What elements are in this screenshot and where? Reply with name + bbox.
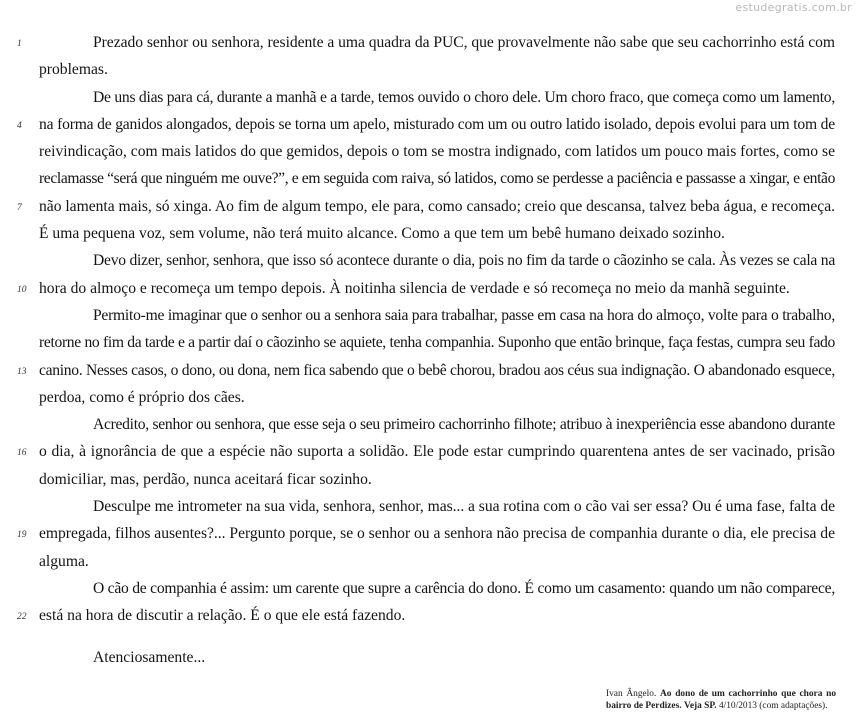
text-line xyxy=(39,84,835,111)
line-text: o dia, à ignorância de que a espécie não suporta a solidão. Ele pode estar cumprindo quarentena antes de ser vacinado, prisão xyxy=(39,443,835,461)
line-text: empregada, filhos ausentes?... Pergunto porque, se o senhor ou a senhora não precisa de companhia durante o dia, ele precisa de xyxy=(39,525,835,543)
text-line xyxy=(17,602,835,629)
text-line xyxy=(17,111,835,138)
line-text: O cão de companhia é assim: um carente que supre a carência do dono. É como um casamento: quando um não comparece, xyxy=(93,579,835,597)
text-line xyxy=(39,302,835,329)
closing-salutation: Atenciosamente... xyxy=(93,649,206,666)
line-number: 1 xyxy=(17,39,22,49)
text-line xyxy=(39,411,835,438)
line-number: 13 xyxy=(17,366,27,377)
line-text: não lamenta mais, só xinga. Ao fim de algum tempo, ele para, como cansado; creio que descansa, talvez beba água, e recomeça. xyxy=(39,197,835,215)
text-line xyxy=(39,329,835,356)
line-text: De uns dias para cá, durante a manhã e a tarde, temos ouvido o choro dele. Um choro fraco, que começa como um lamento, xyxy=(93,88,836,106)
text-line xyxy=(17,29,835,56)
text-line xyxy=(39,384,835,411)
line-text: Desculpe me intrometer na sua vida, senhora, senhor, mas... a sua rotina com o cão vai ser essa? Ou é uma fase, falta de xyxy=(93,498,835,516)
line-text: está na hora de discutir a relação. É o que ele está fazendo. xyxy=(39,607,406,625)
text-line xyxy=(39,247,835,274)
line-text: retorne no fim da tarde e a partir daí o cãozinho se aquiete, tenha companhia. Suponho que então brinque, faça festas, cumpra seu fado xyxy=(39,334,835,352)
letter-body xyxy=(17,29,836,630)
line-number: 7 xyxy=(17,202,22,213)
line-text: hora do almoço e recomeça um tempo depois. À noitinha silencia de verdade e só recomeça no meio da manhã seguinte. xyxy=(39,279,790,297)
citation xyxy=(606,688,836,712)
text-line xyxy=(39,220,835,247)
text-line xyxy=(17,520,835,547)
line-text: É uma pequena voz, sem volume, não terá muito alcance. Como a que tem um bebê humano deixado sozinho. xyxy=(39,225,725,243)
line-number: 10 xyxy=(17,284,27,295)
line-text: canino. Nesses casos, o dono, ou dona, nem fica sabendo que o bebê chorou, bradou aos céus sua indignação. O abandonado esquece, xyxy=(39,361,835,379)
text-line xyxy=(39,56,835,83)
text-line xyxy=(39,493,835,520)
citation-author: Ivan Ângelo. xyxy=(606,689,657,699)
text-line xyxy=(39,466,835,493)
text-line xyxy=(17,357,835,384)
line-text: Permito-me imaginar que o senhor ou a senhora saia para trabalhar, passe em casa na hora do almoço, volte para o trabalho, xyxy=(93,306,835,324)
line-number: 19 xyxy=(17,530,27,541)
citation-title: Ao dono de um cachorrinho que chora no bairro de Perdizes. xyxy=(606,689,837,711)
line-text: reivindicação, com mais latidos do que gemidos, depois o tom se mostra indignado, com latidos um pouco mais fortes, como se xyxy=(39,143,835,161)
line-number: 22 xyxy=(17,612,27,623)
text-line xyxy=(39,138,835,165)
line-text: na forma de ganidos alongados, depois se torna um apelo, misturado com um ou outro latido isolado, depois evolui para um tom de xyxy=(39,115,835,133)
line-text: problemas. xyxy=(39,61,108,79)
line-text: Devo dizer, senhor, senhora, que isso só acontece durante o dia, pois no fim da tarde o cãozinho se cala. Às vezes se cala na xyxy=(93,252,835,270)
citation-details: 4/10/2013 (com adaptações). xyxy=(718,701,828,711)
line-number: 4 xyxy=(17,120,22,131)
text-line xyxy=(17,193,835,220)
line-text: domiciliar, mas, perdão, nunca aceitará ficar sozinho. xyxy=(39,470,372,488)
line-text: Prezado senhor ou senhora, residente a uma quadra da PUC, que provavelmente não sabe que seu cachorrinho está com xyxy=(93,34,835,51)
text-line xyxy=(17,438,835,465)
line-text: perdoa, como é próprio dos cães. xyxy=(39,388,245,406)
citation-source: Veja SP. xyxy=(683,701,717,711)
line-text: Acredito, senhor ou senhora, que esse seja o seu primeiro cachorrinho filhote; atribuo à inexperiência esse abandono durante xyxy=(93,416,835,434)
line-number: 16 xyxy=(17,448,27,459)
text-line xyxy=(17,275,835,302)
text-line xyxy=(39,548,835,575)
text-line xyxy=(39,575,835,602)
line-text: reclamasse “será que ninguém me ouve?”, e em seguida com raiva, só latidos, como se perdesse a paciência e passasse a xingar, e então xyxy=(39,170,835,188)
line-text: alguma. xyxy=(39,552,89,570)
watermark: estudegratis.com.br xyxy=(735,1,852,14)
text-line xyxy=(39,165,835,192)
